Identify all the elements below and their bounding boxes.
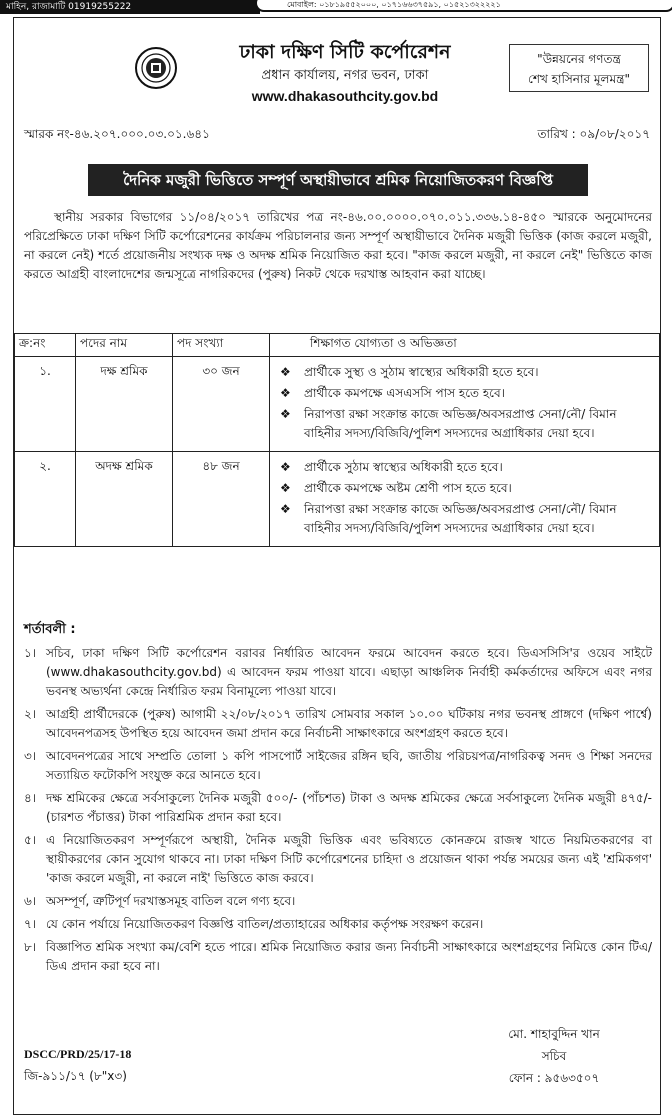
- row-serial: ১.: [15, 357, 76, 452]
- organization-name: ঢাকা দক্ষিণ সিটি কর্পোরেশন: [239, 41, 451, 63]
- row-serial: ২.: [15, 452, 76, 547]
- term-number: ৫।: [24, 833, 37, 847]
- term-item: [24, 789, 652, 827]
- press-release-code: DSCC/PRD/25/17-18: [24, 1047, 132, 1061]
- table-header-row: [15, 334, 660, 357]
- notice-title: দৈনিক মজুরী ভিত্তিতে সম্পূর্ণ অস্থায়ীভাবে শ্রমিক নিয়োজিতকরণ বিজ্ঞপ্তি: [88, 164, 588, 196]
- term-item: [24, 747, 652, 785]
- term-item: [24, 938, 652, 976]
- term-text: বিজ্ঞাপিত শ্রমিক সংখ্যা কম/বেশি হতে পারে। শ্রমিক নিয়োজিত করার জন্য নির্বাচনী সাক্ষাৎকারে অংশগ্রহণের নিমিত্তে কোন টিএ/ডিএ প্রদান করা হবে না।: [46, 940, 652, 973]
- row-qualifications: [270, 452, 660, 547]
- gd-number: জি-৯১১/১৭ (৮"x৩): [24, 1069, 127, 1083]
- term-number: ৬।: [24, 894, 37, 908]
- footer-codes: [24, 1043, 131, 1087]
- qualification-text: প্রার্থীকে সুঠাম স্বাস্থ্যের অধিকারী হতে হবে।: [304, 460, 503, 474]
- qualification-item: [274, 479, 655, 498]
- notice-frame: [13, 17, 661, 1115]
- qualification-text: প্রার্থীকে কমপক্ষে এসএসসি পাস হতে হবে।: [304, 386, 505, 400]
- qualification-item: [274, 500, 655, 538]
- dscc-emblem-icon: [134, 46, 178, 90]
- header-qualification: শিক্ষাগত যোগ্যতা ও অভিজ্ঞতা: [270, 334, 660, 357]
- term-text: এ নিয়োজিতকরণ সম্পূর্ণরূপে অস্থায়ী, দৈনিক মজুরী ভিত্তিক এবং ভবিষ্যতে কোনক্রমে রাজস্ব খাতে নিয়মিতকরণের বা স্থায়ীকরণের কোন সুযোগ থাকবে না। ঢাকা দক্ষিণ সিটি কর্পোরেশনের চাহিদা ও প্রয়োজন থাকা পর্যন্ত সময়ের জন্য এই 'শ্রমিকগণ' 'কাজ করলে মজুরী, না করলে নাই' ভিত্তিতে কাজ করবে।: [46, 833, 652, 885]
- diamond-bullet-icon: ❖: [280, 407, 291, 421]
- top-banner-right: মোবাইল: ০১৮১৯৫৫২০০০, ০১৭১৬৬৩৭৫৯১, ০১৫২১৩২২২২১: [255, 0, 672, 12]
- qualification-text: প্রার্থীকে কমপক্ষে অষ্টম শ্রেণী পাস হতে হবে।: [304, 481, 512, 495]
- qualification-item: [274, 458, 655, 477]
- term-number: ১।: [24, 646, 37, 660]
- qualification-text: প্রার্থীকে সুস্থ্য ও সুঠাম স্বাস্থ্যের অধিকারী হতে হবে।: [304, 365, 539, 379]
- table-row: [15, 452, 660, 547]
- intro-paragraph: স্থানীয় সরকার বিভাগের ১১/০৪/২০১৭ তারিখের পত্র নং-৪৬.০০.০০০০.০৭০.০১১.৩৩৬.১৪-৪৫০ স্মারকে অনুমোদনের পরিপ্রেক্ষিতে ঢাকা দক্ষিণ সিটি কর্পোরেশনের কার্যক্রম পরিচালনার জন্য সম্পূর্ণ অস্থায়ীভাবে দৈনিক মজুরী ভিত্তিক (কাজ করলে মজুরী, না করলে নেই) শর্তে প্রয়োজনীয় সংখ্যক দক্ষ ও অদক্ষ শ্রমিক নিয়োজিত করা হবে। "কাজ করলে মজুরী, না করলে নেই" ভিত্তিতে কাজ করতে আগ্রহী বাংলাদেশের জন্মসূত্রে নাগরিকদের (পুরুষ) নিকট থেকে দরখাস্ত আহবান করা যাচ্ছে।: [24, 210, 652, 281]
- qualification-item: [274, 405, 655, 443]
- terms-list: [24, 644, 652, 980]
- term-number: ৭।: [24, 917, 37, 931]
- motto-box: [509, 44, 649, 92]
- letterhead: [14, 24, 660, 134]
- diamond-bullet-icon: ❖: [280, 386, 291, 400]
- motto-line-2: শেখ হাসিনার মূলমন্ত্র": [528, 72, 630, 86]
- qualification-item: [274, 384, 655, 403]
- signer-title: সচিব: [541, 1049, 567, 1063]
- signature-block: [464, 1023, 644, 1089]
- term-item: [24, 831, 652, 888]
- diamond-bullet-icon: ❖: [280, 502, 291, 516]
- term-number: ২।: [24, 707, 37, 721]
- header-post-name: পদের নাম: [76, 334, 173, 357]
- organization-website[interactable]: www.dhakasouthcity.gov.bd: [251, 88, 439, 104]
- qualification-text: নিরাপত্তা রক্ষা সংক্রান্ত কাজে অভিজ্ঞ/অবসরপ্রাপ্ত সেনা/নৌ/ বিমান বাহিনীর সদস্য/বিজিবি/পুলিশ সদস্যদের অগ্রাধিকার দেয়া হবে।: [304, 502, 617, 535]
- term-text: আবেদনপত্রের সাথে সম্প্রতি তোলা ১ কপি পাসপোর্ট সাইজের রঙ্গিন ছবি, জাতীয় পরিচয়পত্র/নাগরিকত্ব সনদ ও শিক্ষা সনদের সত্যায়িত ফটোকপি সংযুক্ত করে আনতে হবে।: [46, 749, 652, 782]
- table-row: [15, 357, 660, 452]
- qualification-text: নিরাপত্তা রক্ষা সংক্রান্ত কাজে অভিজ্ঞ/অবসরপ্রাপ্ত সেনা/নৌ/ বিমান বাহিনীর সদস্য/বিজিবি/পুলিশ সদস্যদের অগ্রাধিকার দেয়া হবে।: [304, 407, 617, 440]
- qualification-item: [274, 363, 655, 382]
- term-number: ৪।: [24, 791, 37, 805]
- header-post-count: পদ সংখ্যা: [173, 334, 270, 357]
- diamond-bullet-icon: ❖: [280, 481, 291, 495]
- reference-line: [24, 126, 650, 146]
- term-text: যে কোন পর্যায়ে নিয়োজিতকরণ বিজ্ঞপ্তি বাতিল/প্রত্যাহারের অধিকার কর্তৃপক্ষ সংরক্ষণ করেন।: [46, 917, 484, 931]
- term-text: অসম্পূর্ণ, ত্রুটিপূর্ণ দরখাস্তসমূহ বাতিল বলে গণ্য হবে।: [46, 894, 296, 908]
- term-item: [24, 892, 652, 911]
- term-item: [24, 915, 652, 934]
- term-item: [24, 705, 652, 743]
- term-text: সচিব, ঢাকা দক্ষিণ সিটি কর্পোরেশন বরাবর নির্ধারিত আবেদন ফরমে আবেদন করতে হবে। ডিএসসিসি'র ওয়েব সাইটে (www.dhakasouthcity.gov.bd) এ আবেদন ফরম পাওয়া যাবে। এছাড়া আঞ্চলিক নির্বাহী কর্মকর্তাদের অফিসে এবং নগর ভবনস্থ অভ্যর্থনা কেন্দ্রে নির্ধারিত ফরম বিনামূল্যে পাওয়া যাবে।: [46, 646, 652, 698]
- term-item: [24, 644, 652, 701]
- memo-number: স্মারক নং-৪৬.২০৭.০০০.০৩.০১.৬৪১: [24, 127, 210, 141]
- notice-date: তারিখ : ০৯/০৮/২০১৭: [537, 127, 650, 141]
- row-post-count: ৩০ জন: [173, 357, 270, 452]
- posts-table: [14, 333, 660, 547]
- diamond-bullet-icon: ❖: [280, 365, 291, 379]
- term-text: দক্ষ শ্রমিকের ক্ষেত্রে সর্বসাকুল্যে দৈনিক মজুরী ৫০০/- (পাঁচশত) টাকা ও অদক্ষ শ্রমিকের ক্ষেত্রে সর্বসাকুল্যে দৈনিক মজুরী ৪৭৫/- (চারশত পঁচাত্তর) টাকা পারিশ্রমিক প্রদান করা হবে।: [46, 791, 652, 824]
- row-post-name: দক্ষ শ্রমিক: [76, 357, 173, 452]
- row-post-count: ৪৮ জন: [173, 452, 270, 547]
- top-banner-left: মাহিন, রাজামাটি 01919255222: [0, 0, 260, 14]
- signer-name: মো. শাহাবুদ্দিন খান: [508, 1027, 600, 1041]
- signer-phone: ফোন : ৯৫৬৩৫০৭: [508, 1071, 600, 1085]
- term-number: ৩।: [24, 749, 37, 763]
- term-number: ৮।: [24, 940, 37, 954]
- organization-block: [200, 38, 490, 106]
- organization-address: প্রধান কার্যালয়, নগর ভবন, ঢাকা: [261, 68, 429, 83]
- row-qualifications: [270, 357, 660, 452]
- diamond-bullet-icon: ❖: [280, 460, 291, 474]
- top-banner: [0, 0, 672, 14]
- row-post-name: অদক্ষ শ্রমিক: [76, 452, 173, 547]
- header-serial: ক্র:নং: [15, 334, 76, 357]
- term-text: আগ্রহী প্রার্থীদেরকে (পুরুষ) আগামী ২২/০৮/২০১৭ তারিখ সোমবার সকাল ১০.০০ ঘটিকায় নগর ভবনস্থ প্রাঙ্গণে (দক্ষিণ পার্শ্বে) আবেদনপত্রসহ উপস্থিত হয়ে আবেদন জমা প্রদান করে নির্বাচনী সাক্ষাৎকারে অংশগ্রহণ করতে হবে।: [46, 707, 652, 740]
- terms-heading: শর্তাবলী :: [24, 622, 76, 637]
- motto-line-1: "উন্নয়নের গণতন্ত্র: [537, 52, 621, 66]
